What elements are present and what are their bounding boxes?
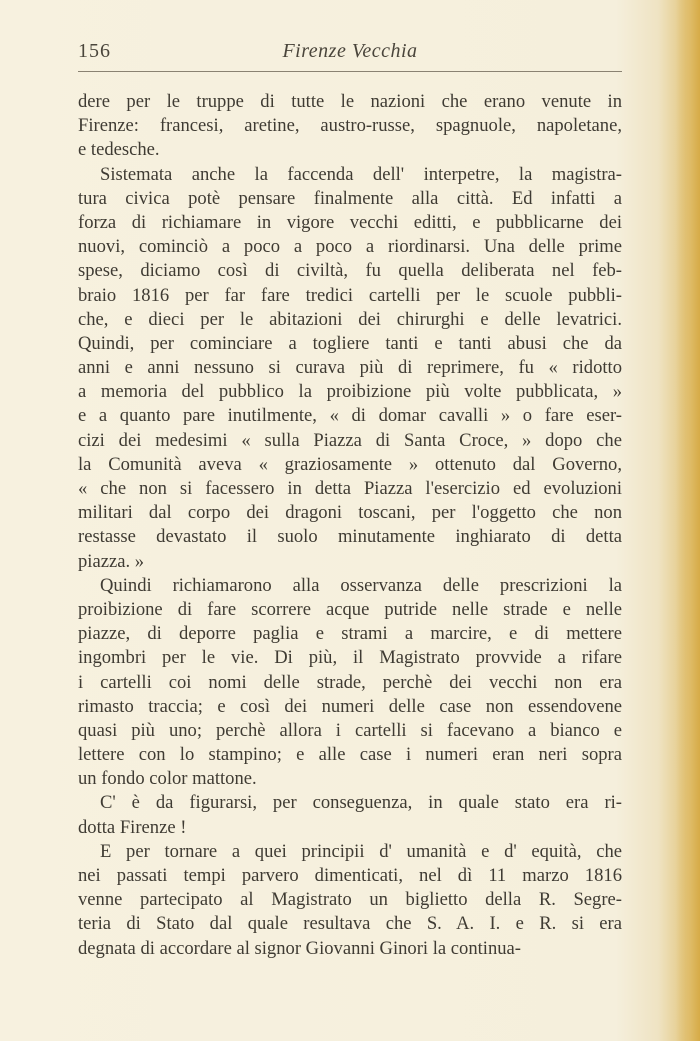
text-line: e tedesche. — [78, 139, 160, 161]
text-line: lettere con lo stampino; e alle case i numeri eran neri sopra — [78, 744, 622, 766]
text-line: un fondo color mattone. — [78, 768, 257, 790]
text-line: Firenze: francesi, aretine, austro-russe, spagnuole, napoletane, — [78, 115, 622, 137]
text-line: Quindi richiamarono alla osservanza delle prescrizioni la — [100, 574, 622, 596]
text-line: militari dal corpo dei dragoni toscani, per l'oggetto che non — [78, 502, 622, 524]
text-line: spese, diciamo così di civiltà, fu quella deliberata nel feb- — [78, 260, 622, 282]
paragraph — [78, 574, 622, 792]
text-line: tura civica potè pensare finalmente alla città. Ed infatti a — [78, 187, 622, 209]
text-line: cizi dei medesimi « sulla Piazza di Santa Croce, » dopo che — [78, 429, 622, 451]
text-line: « che non si facessero in detta Piazza l'esercizio ed evoluzioni — [78, 478, 622, 499]
text-line: piazza. » — [78, 550, 145, 572]
text-line: ingombri per le vie. Di più, il Magistrato provvide a rifare — [78, 647, 622, 669]
text-line: forza di richiamare in vigore vecchi editti, e pubblicarne dei — [78, 211, 622, 233]
text-line: che, e dieci per le abitazioni dei chirurghi e delle levatrici. — [78, 308, 622, 330]
body-text — [78, 90, 622, 961]
paragraph — [78, 791, 622, 839]
text-line: nei passati tempi parvero dimenticati, nel dì 11 marzo 1816 — [78, 865, 622, 886]
text-line: proibizione di fare scorrere acque putride nelle strade e nelle — [78, 598, 622, 620]
page-number: 156 — [78, 40, 111, 62]
text-line: Sistemata anche la faccenda dell' interpetre, la magistra- — [100, 163, 622, 185]
text-line: venne partecipato al Magistrato un biglietto della R. Segre- — [78, 889, 622, 911]
text-line: rimasto traccia; e così dei numeri delle case non essendovene — [78, 695, 622, 717]
header-rule — [78, 71, 622, 72]
text-line: Quindi, per cominciare a togliere tanti e tanti abusi che da — [78, 332, 622, 354]
page-header — [78, 40, 622, 70]
text-line: dere per le truppe di tutte le nazioni che erano venute in — [78, 91, 622, 112]
text-line: piazze, di deporre paglia e strami a marcire, e di mettere — [78, 623, 622, 645]
page-edge-shadow — [676, 0, 700, 1041]
text-line: la Comunità aveva « graziosamente » ottenuto dal Governo, — [78, 453, 622, 475]
text-line: teria di Stato dal quale resultava che S. A. I. e R. si era — [78, 913, 622, 935]
paragraph — [78, 90, 622, 163]
text-line: anni e anni nessuno si curava più di reprimere, fu « ridotto — [78, 357, 622, 379]
paragraph — [78, 163, 622, 574]
text-line: dotta Firenze ! — [78, 816, 187, 838]
text-line: a memoria del pubblico la proibizione più volte pubblicata, » — [78, 381, 622, 403]
text-line: e a quanto pare inutilmente, « di domar cavalli » o fare eser- — [78, 405, 622, 427]
text-line: restasse devastato il suolo minutamente inghiarato di detta — [78, 526, 622, 548]
text-line: quasi più uno; perchè allora i cartelli si facevano a bianco e — [78, 719, 622, 741]
text-line: i cartelli coi nomi delle strade, perchè dei vecchi non era — [78, 671, 622, 693]
text-line: braio 1816 per far fare tredici cartelli per le scuole pubbli- — [78, 284, 622, 306]
text-line: C' è da figurarsi, per conseguenza, in quale stato era ri- — [100, 792, 622, 814]
text-line: degnata di accordare al signor Giovanni Ginori la continua- — [78, 937, 521, 959]
running-title: Firenze Vecchia — [282, 40, 418, 62]
paragraph — [78, 840, 622, 961]
text-line: E per tornare a quei principii d' umanità e d' equità, che — [100, 840, 622, 862]
text-line: nuovi, cominciò a poco a poco a riordinarsi. Una delle prime — [78, 236, 622, 258]
